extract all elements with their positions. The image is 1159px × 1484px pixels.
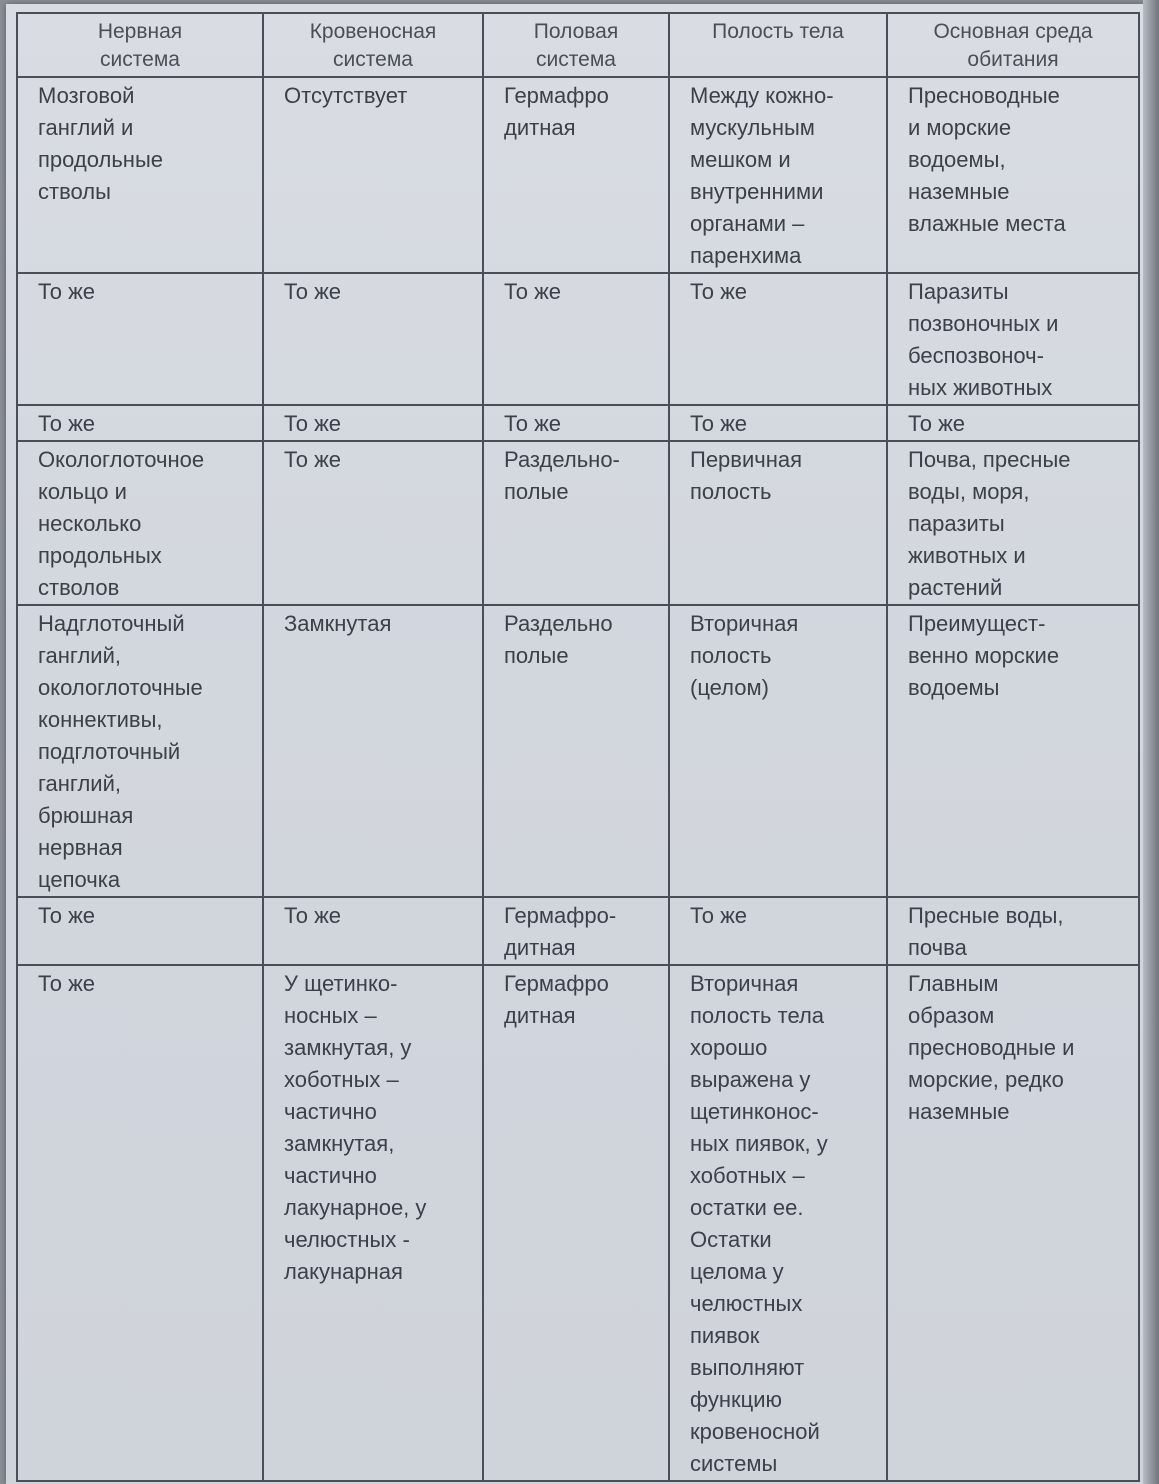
table-cell: Гермафро- дитная (483, 897, 669, 965)
table-cell: То же (263, 441, 483, 605)
table-cell: То же (483, 405, 669, 441)
table-cell: Паразиты позвоночных и беспозвоноч- ных животных (887, 273, 1139, 405)
table-cell: Пресноводные и морские водоемы, наземные влажные места (887, 77, 1139, 273)
table-cell: Пресные воды, почва (887, 897, 1139, 965)
table-cell: Раздельно полые (483, 605, 669, 897)
table-cell: Вторичная полость тела хорошо выражена у щетинконос- ных пиявок, у хоботных – остатки ее. Остатки целома у челюстных пиявок выполняют функцию кровеносной системы (669, 965, 887, 1481)
table-cell: Между кожно- мускульным мешком и внутренними органами – паренхима (669, 77, 887, 273)
table-cell: То же (263, 273, 483, 405)
table-row (17, 897, 1139, 965)
header-circulatory-system: Кровеносная система (263, 13, 483, 77)
table-cell: У щетинко- носных – замкнутая, у хоботных – частично замкнутая, частично лакунарное, у челюстных - лакунарная (263, 965, 483, 1481)
table-cell: Главным образом пресноводные и морские, редко наземные (887, 965, 1139, 1481)
table-row (17, 965, 1139, 1481)
table-cell: То же (17, 897, 263, 965)
table-cell: То же (669, 273, 887, 405)
table-row (17, 273, 1139, 405)
table-cell: Надглоточный ганглий, окологлоточные коннективы, подглоточный ганглий, брюшная нервная цепочка (17, 605, 263, 897)
table-row (17, 605, 1139, 897)
header-habitat: Основная среда обитания (887, 13, 1139, 77)
table-cell: Гермафро дитная (483, 77, 669, 273)
table-header-row (17, 13, 1139, 77)
table-cell: Вторичная полость (целом) (669, 605, 887, 897)
table-cell: Отсутствует (263, 77, 483, 273)
table-cell: Почва, пресные воды, моря, паразиты животных и растений (887, 441, 1139, 605)
table-cell: То же (17, 405, 263, 441)
page-edge-shadow (1143, 0, 1159, 1484)
table-cell: То же (669, 405, 887, 441)
table-row (17, 405, 1139, 441)
classification-table (16, 12, 1140, 1482)
header-reproductive-system: Половая система (483, 13, 669, 77)
table-cell: То же (263, 405, 483, 441)
table-cell: Первичная полость (669, 441, 887, 605)
header-nervous-system: Нервная система (17, 13, 263, 77)
table-row (17, 441, 1139, 605)
table-cell: Окологлоточное кольцо и несколько продольных стволов (17, 441, 263, 605)
table-cell: Замкнутая (263, 605, 483, 897)
table-cell: Мозговой ганглий и продольные стволы (17, 77, 263, 273)
table-cell: То же (887, 405, 1139, 441)
table-cell: То же (17, 273, 263, 405)
header-body-cavity: Полость тела (669, 13, 887, 77)
table-cell: То же (17, 965, 263, 1481)
table-cell: Преимущест- венно морские водоемы (887, 605, 1139, 897)
table-cell: Раздельно- полые (483, 441, 669, 605)
table-cell: То же (669, 897, 887, 965)
table-row (17, 77, 1139, 273)
table-cell: Гермафро дитная (483, 965, 669, 1481)
table-cell: То же (483, 273, 669, 405)
table-cell: То же (263, 897, 483, 965)
